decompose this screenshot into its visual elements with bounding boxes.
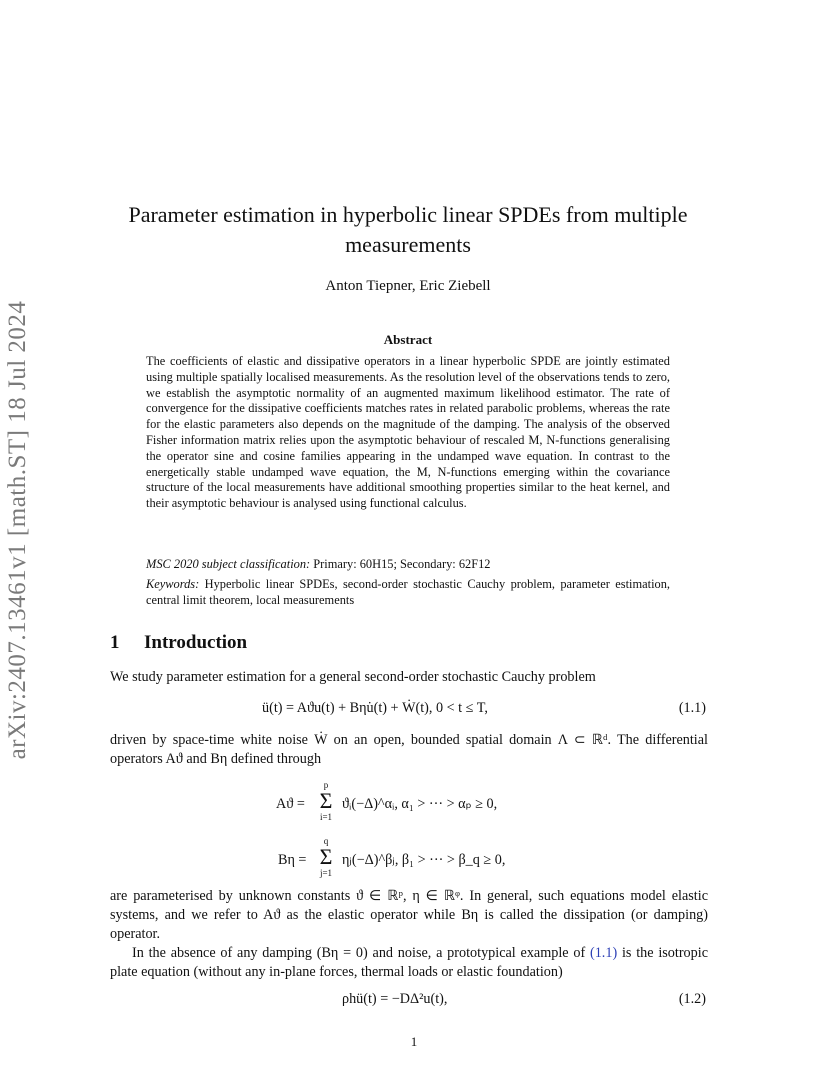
equation-1-1: ü(t) = Aϑu(t) + Bηu̇(t) + Ẇ(t), 0 < t ≤ T, [262,700,488,716]
sigma-icon: Σ [319,844,333,869]
keywords-label: Keywords: [146,577,200,591]
section-title: Introduction [144,632,248,653]
paragraph-intro: We study parameter estimation for a general second-order stochastic Cauchy problem [110,669,596,685]
a-sum-lower: i=1 [319,812,333,822]
paragraph-plate-example [110,944,708,982]
a-sum-symbol [314,780,338,822]
equation-reference-link[interactable]: (1.1) [589,945,618,961]
paragraph-noise: driven by space-time white noise Ẇ on an open, bounded spatial domain Λ ⊂ ℝᵈ. The differential operators Aϑ and Bη defined through [110,732,708,767]
author-list: Anton Tiepner, Eric Ziebell [325,278,491,294]
sigma-icon: Σ [319,788,333,813]
msc-classification [146,556,670,572]
a-operator-lhs: Aϑ = [276,796,305,812]
paper-title: Parameter estimation in hyperbolic linear SPDEs from multiple measurements [128,202,688,257]
a-sum-upper: p [323,780,329,790]
msc-label: MSC 2020 subject classification: [146,557,311,571]
plate-text-end: is the isotropic plate equation (without any in-plane forces, thermal loads or elastic foundation) [110,945,708,980]
paragraph-parameters: are parameterised by unknown constants ϑ ∈ ℝᵖ, η ∈ ℝᵠ. In general, such equations model elastic systems, and we refer to Aϑ as the elastic operator while Bη is called the dissipation (or damping) operator. [110,888,708,942]
b-operator-lhs: Bη = [278,852,307,868]
b-operator-rhs: ηⱼ(−Δ)^βⱼ, β₁ > ··· > β_q ≥ 0, [342,852,506,868]
equation-1-2: ρhü(t) = −DΔ²u(t), [342,991,448,1007]
keywords-list: Hyperbolic linear SPDEs, second-order stochastic Cauchy problem, parameter estimation, central limit theorem, local measurements [146,577,670,607]
section-number: 1 [110,632,120,653]
equation-number-1-2: (1.2) [678,991,706,1007]
keywords [146,576,670,608]
equation-number-1-1: (1.1) [678,700,706,716]
b-sum-symbol [314,836,338,878]
b-sum-lower: j=1 [319,868,333,878]
b-sum-upper: q [323,836,329,846]
equation-a-operator [276,780,656,842]
section-heading [110,632,710,654]
page-number: 1 [410,1034,418,1049]
abstract-text: The coefficients of elastic and dissipative operators in a linear hyperbolic SPDE are jointly estimated using multiple spatially localised measurements. As the resolution level of the observations tends to zero, we establish the asymptotic normality of an augmented maximum likelihood estimator. The rate of convergence for the dissipative coefficients matches rates in related parabolic problems, whereas the rate for the elastic parameters also depends on the magnitude of the damping. The analysis of the observed Fisher information matrix relies upon the asymptotic behaviour of rescaled M, N-functions generalising the operator sine and cosine families appearing in the undamped wave equation. In contrast to the energetically stable undamped wave equation, the M, N-functions emerging within the covariance structure of the local measurements have additional smoothing properties similar to the heat kernel, and their asymptotic behaviour is analysed using functional calculus. [146,354,670,511]
arxiv-identifier[interactable]: arXiv:2407.13461v1 [math.ST] 18 Jul 2024 [4,300,31,760]
msc-codes: Primary: 60H15; Secondary: 62F12 [310,557,491,571]
a-operator-rhs: ϑᵢ(−Δ)^αᵢ, α₁ > ··· > αₚ ≥ 0, [342,796,498,812]
abstract-heading: Abstract [383,332,433,347]
plate-text-start: In the absence of any damping (Bη = 0) and noise, a prototypical example of [132,945,590,961]
